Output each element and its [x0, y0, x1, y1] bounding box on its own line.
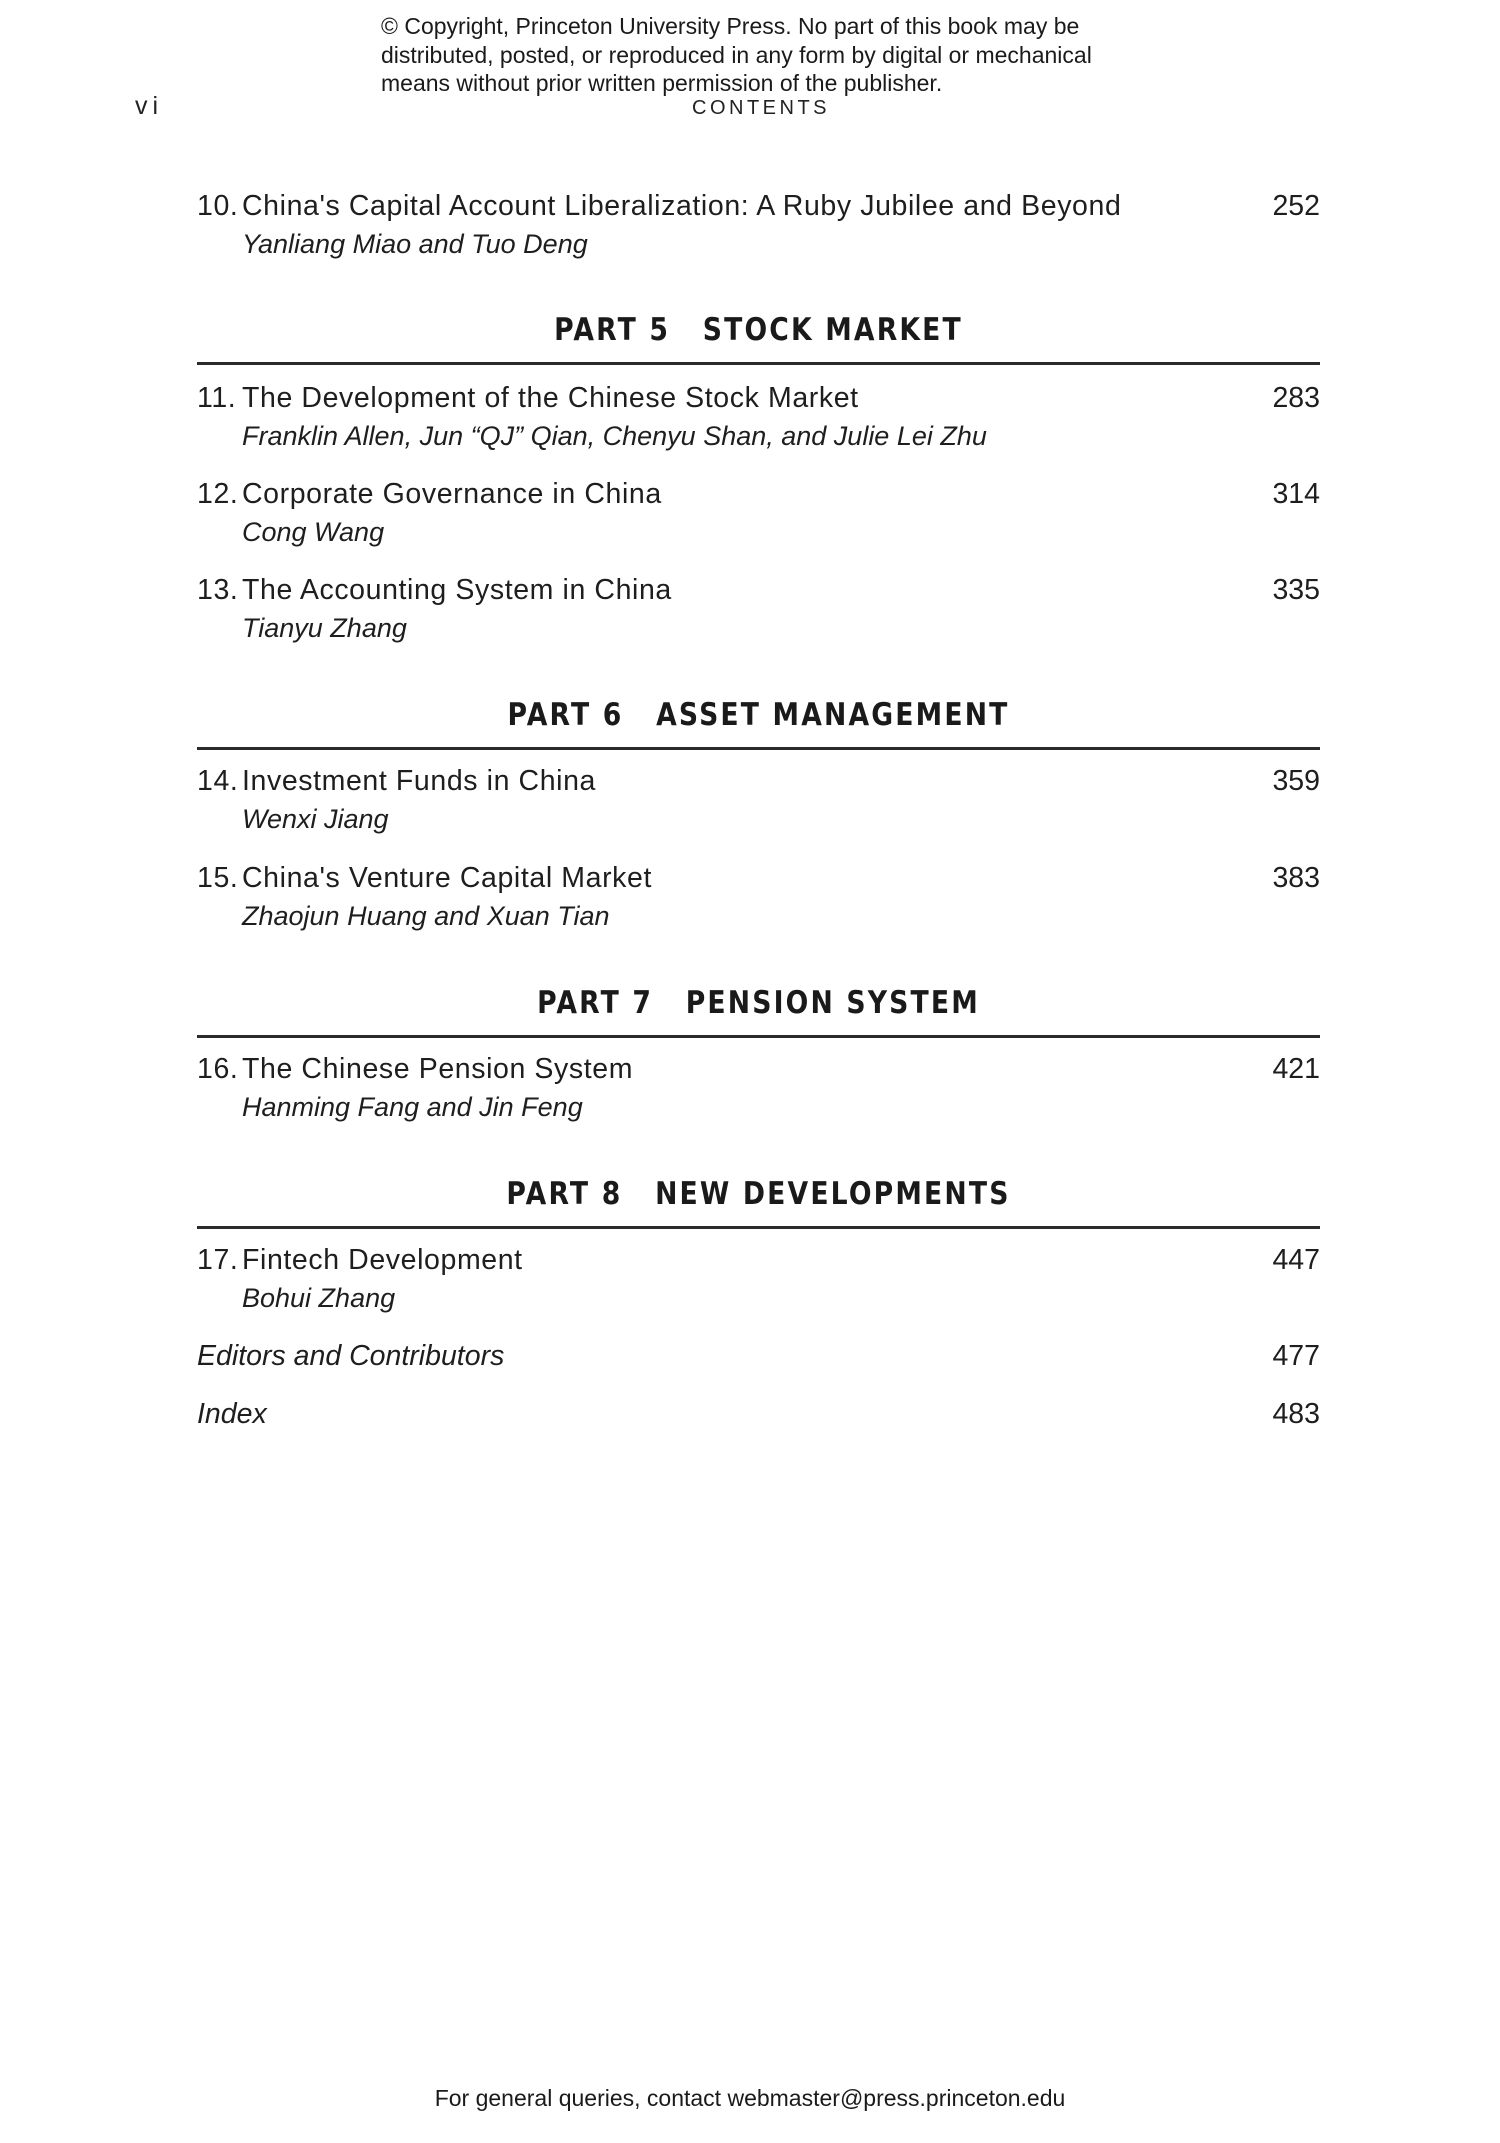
toc-backmatter-entry[interactable]: [197, 1340, 1320, 1380]
page-number: 252: [1272, 190, 1320, 222]
copyright-line: distributed, posted, or reproduced in any form by digital or mechanical: [381, 41, 1092, 68]
chapter-number: 11.: [197, 382, 237, 414]
part-title: ASSET MANAGEMENT: [656, 697, 1010, 733]
toc-entry[interactable]: [197, 382, 1320, 452]
backmatter-title: Index: [197, 1398, 267, 1430]
chapter-authors: Tianyu Zhang: [242, 613, 407, 643]
chapter-authors: Bohui Zhang: [242, 1283, 396, 1313]
chapter-title: Investment Funds in China: [242, 765, 597, 797]
chapter-authors: Zhaojun Huang and Xuan Tian: [242, 901, 610, 931]
toc-entry[interactable]: [197, 574, 1320, 644]
part-heading: [197, 695, 1320, 750]
chapter-title: Fintech Development: [242, 1244, 523, 1276]
part-heading: [197, 1174, 1320, 1229]
backmatter-title: Editors and Contributors: [197, 1340, 505, 1372]
page-number: 483: [1272, 1398, 1320, 1430]
part-heading: [197, 983, 1320, 1038]
copyright-notice: [381, 12, 1281, 98]
chapter-authors: Yanliang Miao and Tuo Deng: [242, 229, 588, 259]
page-number: 477: [1272, 1340, 1320, 1372]
copyright-line: means without prior written permission of the publisher.: [381, 70, 943, 96]
toc-entry[interactable]: [197, 190, 1320, 260]
toc-entry[interactable]: [197, 478, 1320, 548]
chapter-number: 15.: [197, 862, 239, 894]
part-title: PENSION SYSTEM: [685, 985, 980, 1021]
chapter-number: 13.: [197, 574, 239, 606]
chapter-number: 16.: [197, 1053, 239, 1085]
part-label: PART 7: [537, 985, 654, 1021]
page-folio: vi: [135, 92, 164, 120]
chapter-number: 10.: [197, 190, 239, 222]
footer-contact: For general queries, contact webmaster@press.princeton.edu: [434, 2085, 1066, 2111]
chapter-title: China's Capital Account Liberalization: A Ruby Jubilee and Beyond: [242, 190, 1122, 222]
chapter-authors: Wenxi Jiang: [242, 804, 389, 834]
chapter-number: 12.: [197, 478, 239, 510]
running-head: CONTENTS: [692, 97, 830, 119]
chapter-authors: Franklin Allen, Jun “QJ” Qian, Chenyu Shan, and Julie Lei Zhu: [242, 421, 987, 451]
toc-entry[interactable]: [197, 765, 1320, 835]
toc-entry[interactable]: [197, 862, 1320, 932]
chapter-title: Corporate Governance in China: [242, 478, 662, 510]
chapter-title: China's Venture Capital Market: [242, 862, 652, 894]
toc-backmatter-entry[interactable]: [197, 1398, 1320, 1438]
part-label: PART 6: [507, 697, 624, 733]
toc-entry[interactable]: [197, 1244, 1320, 1314]
chapter-authors: Hanming Fang and Jin Feng: [242, 1092, 583, 1122]
part-heading: [197, 310, 1320, 365]
part-label: PART 8: [506, 1176, 623, 1212]
page-number: 283: [1272, 382, 1320, 414]
part-title: STOCK MARKET: [702, 312, 963, 348]
part-title: NEW DEVELOPMENTS: [655, 1176, 1011, 1212]
page-number: 314: [1272, 478, 1320, 510]
chapter-number: 17.: [197, 1244, 239, 1276]
page-number: 447: [1272, 1244, 1320, 1276]
chapter-title: The Development of the Chinese Stock Market: [242, 382, 859, 414]
page-number: 421: [1272, 1053, 1320, 1085]
copyright-line: © Copyright, Princeton University Press. No part of this book may be: [381, 13, 1080, 39]
chapter-title: The Accounting System in China: [242, 574, 672, 606]
chapter-title: The Chinese Pension System: [242, 1053, 634, 1085]
toc-entry[interactable]: [197, 1053, 1320, 1123]
page-number: 335: [1272, 574, 1320, 606]
page-number: 359: [1272, 765, 1320, 797]
page-number: 383: [1272, 862, 1320, 894]
chapter-authors: Cong Wang: [242, 517, 385, 547]
chapter-number: 14.: [197, 765, 239, 797]
part-label: PART 5: [554, 312, 671, 348]
